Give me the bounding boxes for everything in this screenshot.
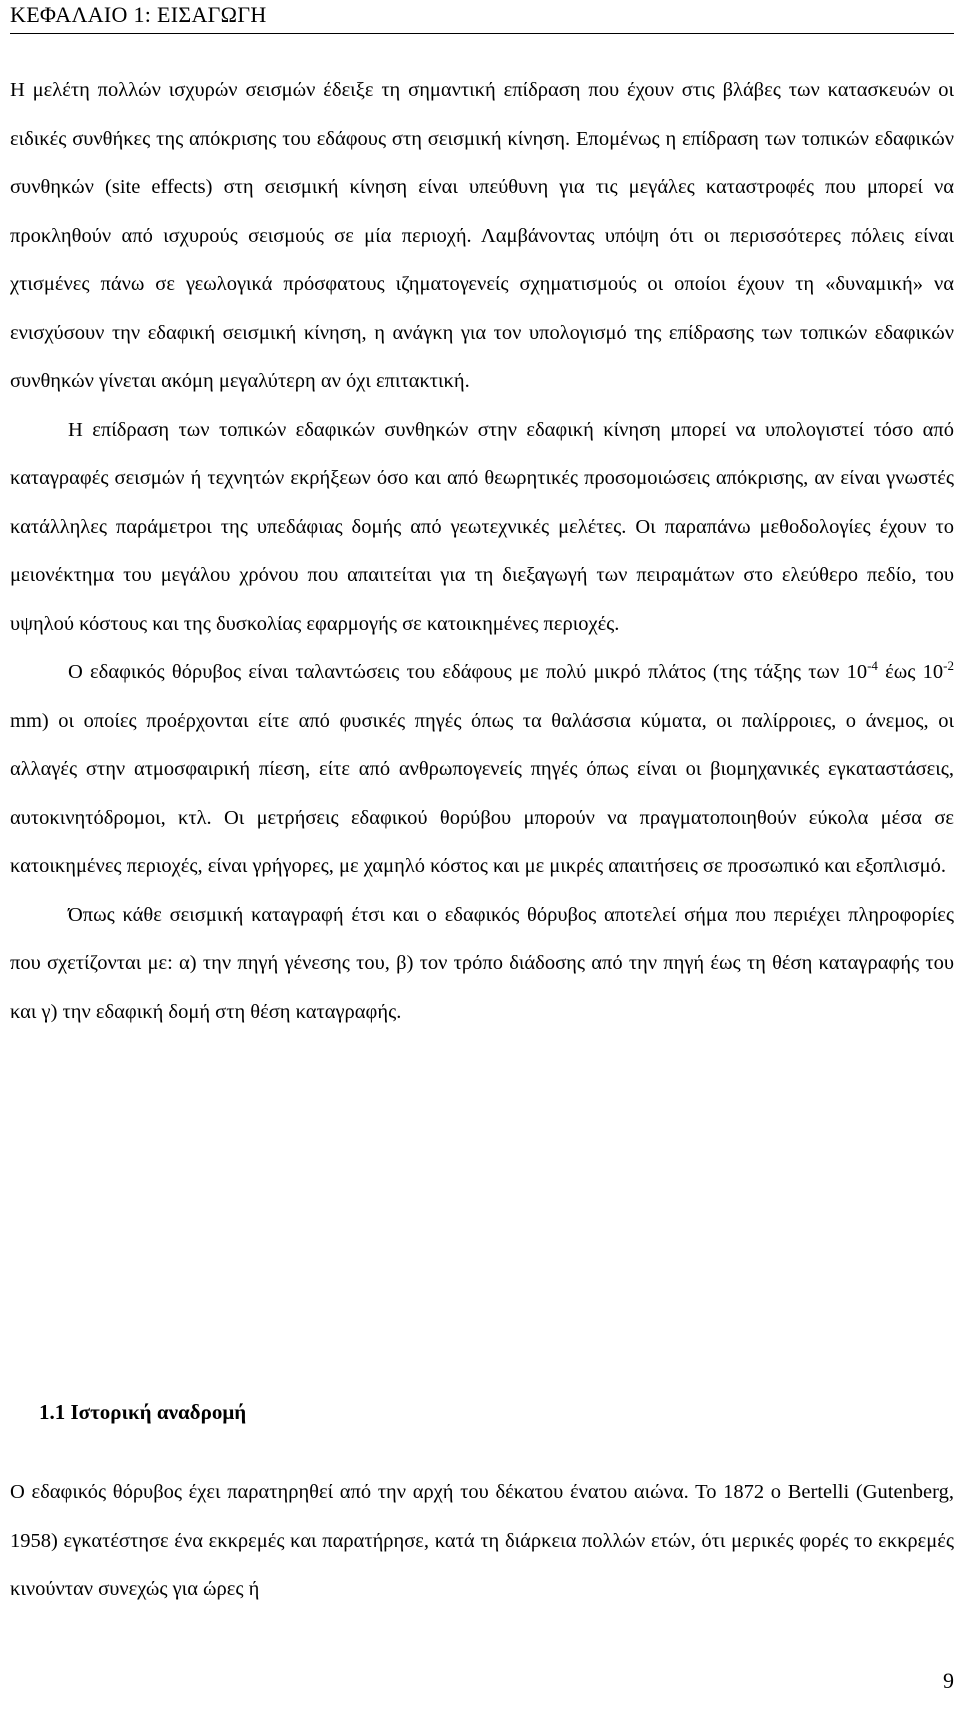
text-run: Ο εδαφικός θόρυβος είναι ταλαντώσεις του εδάφους με πολύ μικρό πλάτος (της τάξης των 10	[68, 661, 868, 683]
paragraph: Όπως κάθε σεισμική καταγραφή έτσι και ο εδαφικός θόρυβος αποτελεί σήμα που περιέχει πληροφορίες που σχετίζονται με: α) την πηγή γένεσης του, β) τον τρόπο διάδοσης από την πηγή έως τη θέση καταγραφής του και γ) την εδαφική δομή στη θέση καταγραφής.	[10, 903, 954, 1023]
page-number: 9	[943, 1668, 954, 1693]
section-text	[10, 1468, 954, 1614]
exponent: -2	[943, 658, 954, 674]
paragraph: Ο εδαφικός θόρυβος έχει παρατηρηθεί από την αρχή του δέκατου ένατου αιώνα. Το 1872 ο Bertelli (Gutenberg, 1958) εγκατέστησε ένα εκκρεμές και παρατήρησε, κατά τη διάρκεια πολλών ετών, ότι μερικές φορές το εκκρεμές κινούνταν συνεχώς για ώρες ή	[10, 1481, 954, 1600]
paragraph: Η επίδραση των τοπικών εδαφικών συνθηκών στην εδαφική κίνηση μπορεί να υπολογιστεί τόσο από καταγραφές σεισμών ή τεχνητών εκρήξεων όσο και από θεωρητικές προσομοιώσεις απόκρισης, αν είναι γνωστές κατάλληλες παράμετροι της υπεδάφιας δομής από γεωτεχνικές μελέτες. Οι παραπάνω μεθοδολογίες έχουν το μειονέκτημα του μεγάλου χρόνου που απαιτείται για τη διεξαγωγή των πειραμάτων στο ελεύθερο πεδίο, του υψηλού κόστους και της δυσκολίας εφαρμογής σε κατοικημένες περιοχές.	[10, 418, 954, 635]
paragraph: Η μελέτη πολλών ισχυρών σεισμών έδειξε τη σημαντική επίδραση που έχουν στις βλάβες των κατασκευών οι ειδικές συνθήκες της απόκρισης του εδάφους στη σεισμική κίνηση. Επομένως η επίδραση των τοπικών εδαφικών συνθηκών (site effects) στη σεισμική κίνηση είναι υπεύθυνη για τις μεγάλες καταστροφές που μπορεί να προκληθούν από ισχυρούς σεισμούς σε μία περιοχή. Λαμβάνοντας υπόψη ότι οι περισσότερες πόλεις είναι χτισμένες πάνω σε γεωλογικά πρόσφατους ιζηματογενείς σχηματισμούς οι οποίοι έχουν τη «δυναμική» να ενισχύσουν την εδαφική σεισμική κίνηση, η ανάγκη για τον υπολογισμό της επίδρασης των τοπικών εδαφικών συνθηκών γίνεται ακόμη μεγαλύτερη αν όχι επιτακτική.	[10, 79, 954, 392]
chapter-header	[10, 0, 954, 34]
text-run: έως 10	[877, 661, 944, 683]
document-page	[10, 0, 954, 1714]
noise-paragraph	[10, 648, 954, 891]
chapter-title: ΚΕΦΑΛΑΙΟ 1: ΕΙΣΑΓΩΓΗ	[10, 2, 267, 27]
intro-text	[10, 66, 954, 1036]
text-run: mm) οι οποίες προέρχονται είτε από φυσικές πηγές όπως τα θαλάσσια κύματα, οι παλίρροιες, ο άνεμος, οι αλλαγές στην ατμοσφαιρική πίεση, είτε από ανθρωπογενείς πηγές όπως είναι οι βιομηχανικές εγκαταστάσεις, αυτοκινητόδρομοι, κτλ. Οι μετρήσεις εδαφικού θορύβου μπορούν να πραγματοποιηθούν εύκολα μέσα σε κατοικημένες περιοχές, είναι γρήγορες, με χαμηλό κόστος και με μικρές απαιτήσεις σε προσωπικό και εξοπλισμό.	[10, 709, 954, 877]
section-heading: 1.1 Ιστορική αναδρομή	[39, 1400, 247, 1424]
exponent: -4	[867, 658, 878, 674]
